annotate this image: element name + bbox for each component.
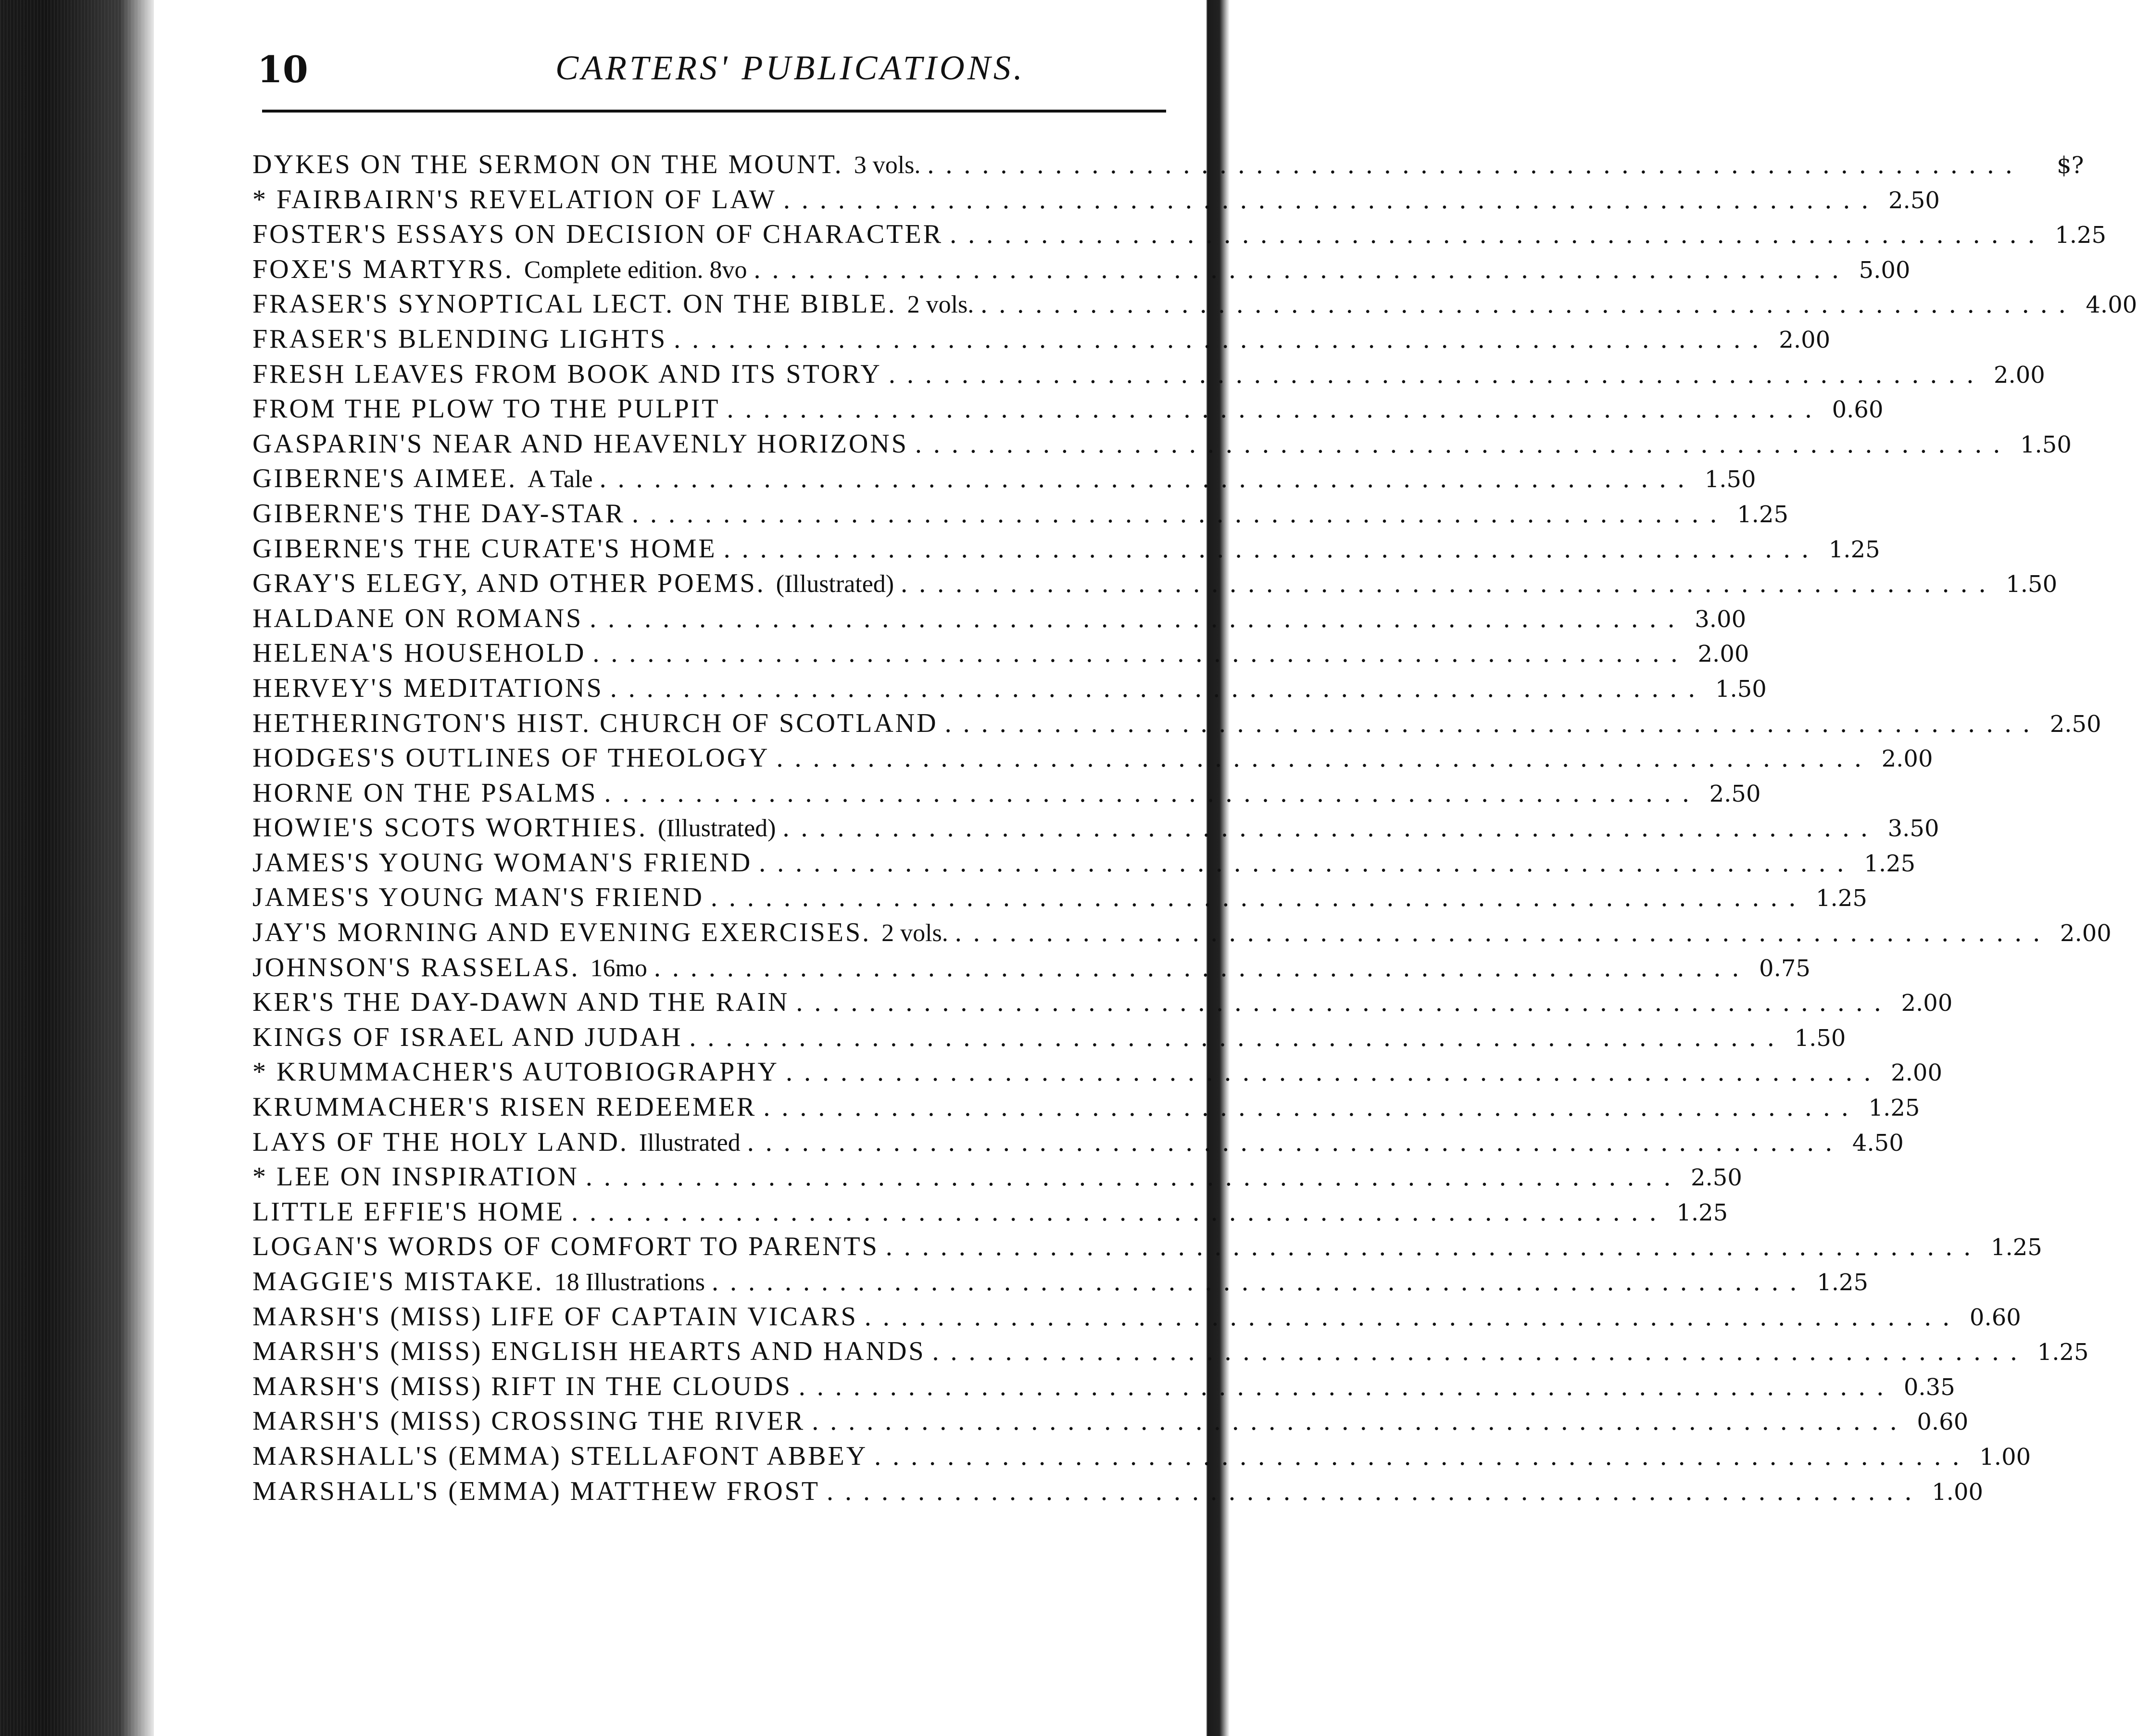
dot-leader: ............................................................ bbox=[981, 289, 2077, 319]
book-title: MARSH'S (MISS) LIFE OF CAPTAIN VICARS bbox=[252, 1301, 858, 1332]
dot-leader: ............................................................ bbox=[710, 882, 1807, 913]
dot-leader: ............................................................ bbox=[812, 1406, 1909, 1436]
book-price: 1.25 bbox=[1817, 1269, 1869, 1296]
book-title: MARSHALL'S (EMMA) MATTHEW FROST bbox=[252, 1476, 820, 1506]
book-price: 4.00 bbox=[2086, 291, 2137, 319]
book-price: $? bbox=[2057, 152, 2084, 179]
catalog-entry bbox=[252, 987, 1953, 1022]
book-price: 1.25 bbox=[1816, 885, 1867, 912]
dot-leader: ............................................................ bbox=[689, 1022, 1786, 1052]
dot-leader: ............................................................ bbox=[759, 847, 1856, 878]
catalog-entry bbox=[252, 812, 1939, 847]
book-price: 0.60 bbox=[1969, 1304, 2021, 1331]
catalog-entry bbox=[252, 847, 1916, 882]
dot-leader: ............................................................ bbox=[885, 1232, 1982, 1262]
dot-leader: ............................................................ bbox=[827, 1476, 1923, 1506]
book-note: (Illustrated) bbox=[658, 815, 776, 843]
book-price: 1.25 bbox=[2055, 222, 2107, 249]
dot-leader: ............................................................ bbox=[796, 987, 1893, 1018]
book-note: 18 Illustrations bbox=[554, 1269, 705, 1296]
book-title: MARSHALL'S (EMMA) STELLAFONT ABBEY bbox=[252, 1441, 868, 1471]
book-price: 1.00 bbox=[1932, 1478, 1984, 1506]
book-price: 1.25 bbox=[1868, 1094, 1920, 1122]
dot-leader: ............................................................ bbox=[590, 603, 1686, 633]
dot-leader: ............................................................ bbox=[783, 184, 1880, 214]
book-price: 1.25 bbox=[1990, 1234, 2042, 1261]
book-title: HERVEY'S MEDITATIONS bbox=[252, 673, 603, 703]
book-price: 2.00 bbox=[2060, 920, 2112, 947]
catalog-entry bbox=[252, 1441, 2031, 1476]
dot-leader: ............................................................ bbox=[798, 1371, 1895, 1401]
book-price: 2.00 bbox=[1993, 361, 2045, 389]
book-title: KINGS OF ISRAEL AND JUDAH bbox=[252, 1022, 683, 1052]
dot-leader: ............................................................ bbox=[727, 394, 1823, 424]
book-note: 3 vols. bbox=[854, 151, 921, 179]
catalog-entry bbox=[252, 673, 1767, 708]
book-price: 1.00 bbox=[1979, 1443, 2031, 1471]
book-title: GASPARIN'S NEAR AND HEAVENLY HORIZONS bbox=[252, 428, 908, 459]
dot-leader: ............................................................ bbox=[712, 1267, 1809, 1296]
catalog-entry bbox=[252, 952, 1810, 987]
dot-leader: ............................................................ bbox=[901, 568, 1998, 599]
dot-leader: ............................................................ bbox=[585, 1162, 1682, 1192]
book-title: KRUMMACHER'S RISEN REDEEMER bbox=[252, 1092, 757, 1122]
book-title: GIBERNE'S THE CURATE'S HOME bbox=[252, 533, 717, 564]
catalog-entry bbox=[252, 1022, 1846, 1057]
book-price: 2.50 bbox=[1709, 780, 1761, 807]
dot-leader: ............................................................ bbox=[674, 324, 1771, 354]
catalog-entry bbox=[252, 428, 2072, 464]
dot-leader: ............................................................ bbox=[763, 1092, 1860, 1122]
book-price: 3.50 bbox=[1887, 815, 1939, 843]
catalog-entry bbox=[252, 254, 1911, 289]
book-title: * KRUMMACHER'S AUTOBIOGRAPHY bbox=[252, 1057, 779, 1087]
page-number: 10 bbox=[257, 48, 308, 91]
catalog-entry bbox=[252, 742, 1933, 778]
book-price: 5.00 bbox=[1859, 256, 1911, 284]
book-title: JOHNSON'S RASSELAS. bbox=[252, 952, 580, 982]
catalog-entry bbox=[252, 359, 2045, 394]
book-title: * LEE ON INSPIRATION bbox=[252, 1162, 579, 1192]
book-title: FRASER'S SYNOPTICAL LECT. ON THE BIBLE. bbox=[252, 289, 897, 319]
book-title: HETHERINGTON'S HIST. CHURCH OF SCOTLAND bbox=[252, 708, 938, 738]
book-title: JAMES'S YOUNG MAN'S FRIEND bbox=[252, 882, 704, 913]
book-catalog-list bbox=[252, 149, 2137, 1510]
dot-leader: ............................................................ bbox=[654, 952, 1750, 982]
catalog-entry bbox=[252, 149, 2084, 184]
catalog-entry bbox=[252, 1127, 1904, 1162]
catalog-entry bbox=[252, 917, 2112, 952]
book-price: 2.50 bbox=[1690, 1164, 1742, 1192]
book-title: JAMES'S YOUNG WOMAN'S FRIEND bbox=[252, 847, 753, 878]
dot-leader: ............................................................ bbox=[864, 1301, 1961, 1332]
book-title: HELENA'S HOUSEHOLD bbox=[252, 638, 586, 668]
book-note: 2 vols. bbox=[881, 919, 948, 947]
catalog-entry bbox=[252, 393, 1884, 428]
catalog-entry bbox=[252, 1266, 1869, 1301]
book-title: MARSH'S (MISS) CROSSING THE RIVER bbox=[252, 1406, 805, 1436]
catalog-entry bbox=[252, 1231, 2042, 1266]
catalog-entry bbox=[252, 778, 1761, 813]
book-price: 3.00 bbox=[1695, 605, 1747, 633]
book-price: 1.50 bbox=[1704, 466, 1756, 493]
catalog-entry bbox=[252, 882, 1867, 917]
catalog-entry bbox=[252, 603, 1747, 638]
book-title: LAYS OF THE HOLY LAND. bbox=[252, 1127, 629, 1157]
book-title: MARSH'S (MISS) RIFT IN THE CLOUDS bbox=[252, 1371, 792, 1401]
catalog-entry bbox=[252, 533, 1880, 568]
dot-leader: ............................................................ bbox=[944, 708, 2041, 738]
book-price: 0.60 bbox=[1917, 1409, 1969, 1436]
catalog-entry bbox=[252, 1406, 1969, 1441]
page-edges-texture bbox=[0, 0, 154, 1736]
book-title: GIBERNE'S AIMEE. bbox=[252, 464, 517, 494]
dot-leader: ............................................................ bbox=[915, 428, 2011, 459]
dot-leader: ............................................................ bbox=[599, 464, 1696, 494]
book-price: 0.75 bbox=[1759, 955, 1810, 982]
running-title: CARTERS' PUBLICATIONS. bbox=[555, 49, 1025, 87]
catalog-entry bbox=[252, 1301, 2021, 1336]
dot-leader: ............................................................ bbox=[874, 1441, 1971, 1471]
book-title: GRAY'S ELEGY, AND OTHER POEMS. bbox=[252, 568, 766, 599]
book-price: 1.25 bbox=[2037, 1339, 2089, 1366]
dot-leader: ............................................................ bbox=[782, 813, 1879, 843]
book-note: Complete edition. 8vo bbox=[524, 256, 747, 284]
book-price: 2.00 bbox=[1697, 641, 1749, 668]
catalog-entry bbox=[252, 463, 1756, 498]
book-title: HODGES'S OUTLINES OF THEOLOGY bbox=[252, 743, 770, 773]
catalog-entry bbox=[252, 1092, 1920, 1127]
book-title: FRASER'S BLENDING LIGHTS bbox=[252, 324, 667, 354]
book-price: 0.35 bbox=[1903, 1373, 1955, 1401]
dot-leader: ............................................................ bbox=[723, 533, 1820, 564]
book-title: MAGGIE'S MISTAKE. bbox=[252, 1267, 544, 1296]
dot-leader: ............................................................ bbox=[632, 498, 1729, 528]
book-price: 1.50 bbox=[2020, 431, 2072, 458]
catalog-entry bbox=[252, 1057, 1942, 1092]
catalog-entry bbox=[252, 184, 1940, 219]
book-price: 1.50 bbox=[1794, 1024, 1846, 1052]
book-title: FRESH LEAVES FROM BOOK AND ITS STORY bbox=[252, 359, 882, 389]
book-title: GIBERNE'S THE DAY-STAR bbox=[252, 498, 626, 528]
book-title: FOXE'S MARTYRS. bbox=[252, 254, 514, 284]
dot-leader: ............................................................ bbox=[754, 254, 1850, 284]
catalog-entry bbox=[252, 1336, 2089, 1371]
book-price: 1.25 bbox=[1828, 536, 1880, 563]
book-price: 2.50 bbox=[1888, 187, 1940, 214]
catalog-entry bbox=[252, 219, 2107, 254]
catalog-entry bbox=[252, 1161, 1742, 1196]
book-title: HALDANE ON ROMANS bbox=[252, 603, 583, 633]
book-price: 2.50 bbox=[2049, 710, 2101, 738]
dot-leader: ............................................................ bbox=[571, 1196, 1668, 1227]
book-price: 1.25 bbox=[1737, 501, 1789, 528]
dot-leader: ............................................................ bbox=[604, 778, 1701, 808]
catalog-entry bbox=[252, 1196, 1728, 1232]
catalog-entry bbox=[252, 568, 2058, 603]
book-title: FOSTER'S ESSAYS ON DECISION OF CHARACTER bbox=[252, 219, 943, 250]
book-title: LOGAN'S WORDS OF COMFORT TO PARENTS bbox=[252, 1232, 879, 1262]
book-title: HORNE ON THE PSALMS bbox=[252, 778, 598, 808]
catalog-entry bbox=[252, 1476, 1984, 1511]
dot-leader: ............................................................ bbox=[932, 1336, 2029, 1367]
book-title: LITTLE EFFIE'S HOME bbox=[252, 1196, 565, 1227]
catalog-page bbox=[154, 0, 2137, 1736]
catalog-entry bbox=[252, 638, 1749, 673]
dot-leader: ............................................................ bbox=[610, 673, 1707, 703]
book-price: 2.00 bbox=[1901, 990, 1953, 1017]
book-title: MARSH'S (MISS) ENGLISH HEARTS AND HANDS bbox=[252, 1336, 926, 1367]
catalog-entry bbox=[252, 708, 2101, 743]
book-price: 4.50 bbox=[1852, 1129, 1904, 1157]
book-title: KER'S THE DAY-DAWN AND THE RAIN bbox=[252, 987, 790, 1018]
catalog-entry bbox=[252, 1371, 1955, 1406]
page-header bbox=[257, 48, 1171, 96]
book-title: DYKES ON THE SERMON ON THE MOUNT. bbox=[252, 150, 843, 179]
book-note: (Illustrated) bbox=[776, 570, 894, 598]
book-title: FROM THE PLOW TO THE PULPIT bbox=[252, 394, 720, 424]
book-price: 2.00 bbox=[1891, 1059, 1942, 1087]
catalog-entry bbox=[252, 324, 1831, 359]
dot-leader: ............................................................ bbox=[950, 219, 2047, 250]
dot-leader: ............................................................ bbox=[888, 359, 1985, 389]
book-price: 1.50 bbox=[2006, 571, 2058, 598]
book-note: 16mo bbox=[590, 954, 647, 982]
book-title: HOWIE'S SCOTS WORTHIES. bbox=[252, 813, 648, 843]
dot-leader: ............................................................ bbox=[592, 638, 1689, 668]
book-note: Illustrated bbox=[639, 1129, 741, 1157]
dot-leader: ............................................................ bbox=[955, 918, 2051, 948]
dot-leader: ............................................................ bbox=[785, 1057, 1882, 1087]
catalog-entry bbox=[252, 289, 2137, 324]
dot-leader: ............................................................ bbox=[927, 150, 2024, 179]
book-price: 1.25 bbox=[1676, 1199, 1728, 1226]
dot-leader: ............................................................ bbox=[776, 743, 1873, 773]
book-title: * FAIRBAIRN'S REVELATION OF LAW bbox=[252, 184, 777, 214]
book-price: 1.25 bbox=[1864, 850, 1916, 877]
book-price: 2.00 bbox=[1779, 326, 1831, 353]
book-price: 2.00 bbox=[1881, 745, 1933, 773]
catalog-entry bbox=[252, 498, 1789, 533]
book-price: 1.50 bbox=[1715, 675, 1767, 703]
header-rule bbox=[262, 110, 1166, 113]
book-note: 2 vols. bbox=[907, 291, 974, 319]
dot-leader: ............................................................ bbox=[747, 1127, 1844, 1157]
book-note: A Tale bbox=[528, 465, 593, 493]
book-price: 0.60 bbox=[1832, 396, 1884, 424]
book-title: JAY'S MORNING AND EVENING EXERCISES. bbox=[252, 918, 871, 948]
